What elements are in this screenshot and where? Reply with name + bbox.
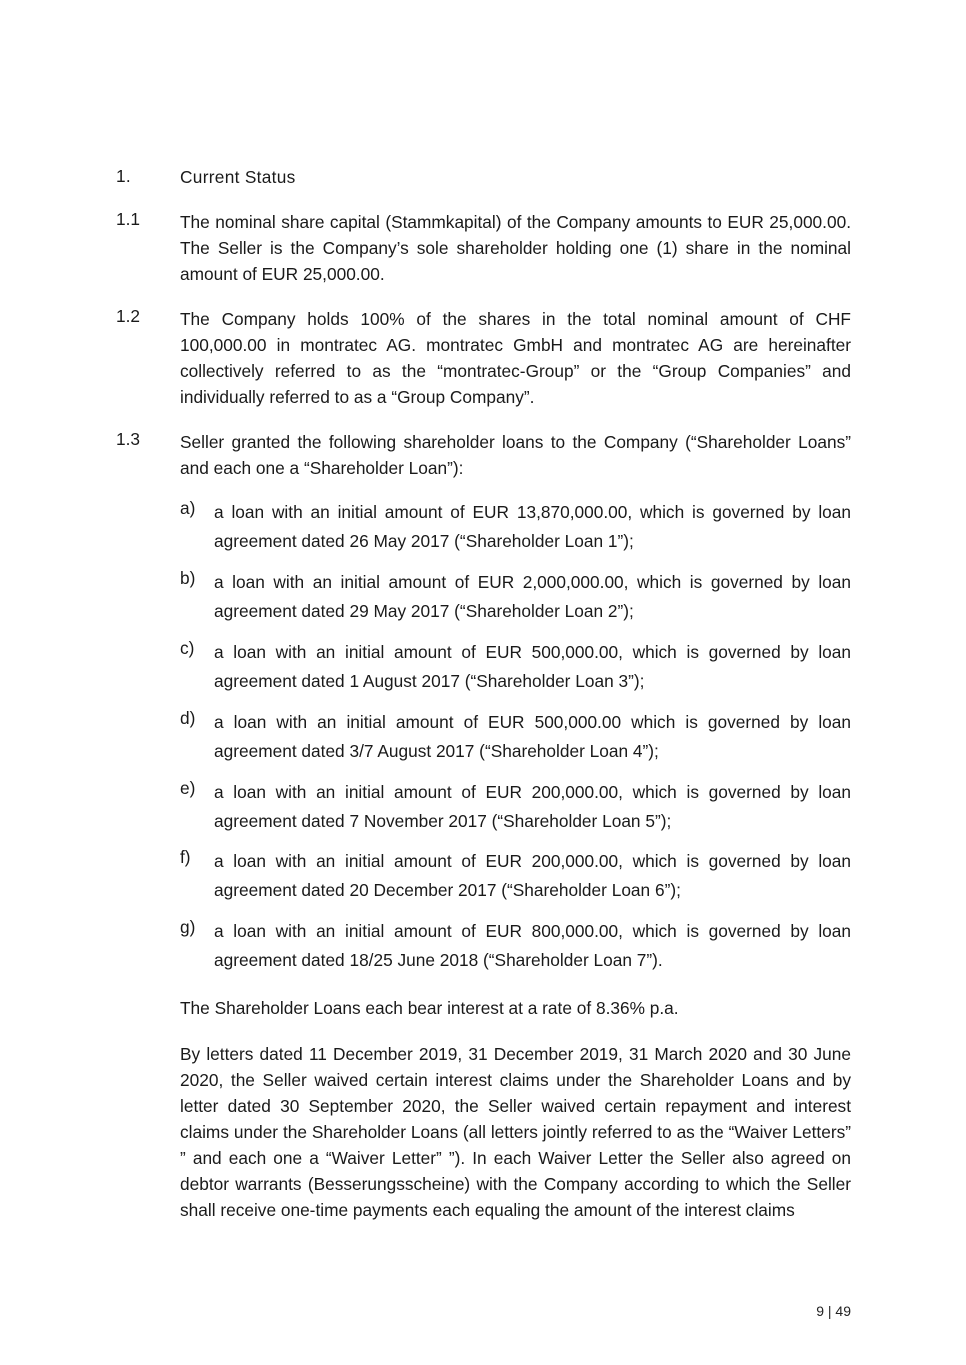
loan-item-e	[180, 778, 851, 836]
list-letter: c)	[180, 638, 195, 658]
waiver-letters-paragraph: By letters dated 11 December 2019, 31 December 2019, 31 March 2020 and 30 June 2020, the Seller waived certain interest claims under the Shareholder Loans and by letter dated 30 September 2020, the Seller waived certain repayment and interest claims under the Shareholder Loans (all letters jointly referred to as the “Waiver Letters” ” and each one a “Waiver Letter” ”). In each Waiver Letter the Seller also agreed on debtor warrants (Besserungsscheine) with the Company according to which the Seller shall receive one-time payments each equaling the amount of the interest claims	[180, 1044, 851, 1220]
list-item-text: a loan with an initial amount of EUR 13,870,000.00, which is governed by loan agreement dated 26 May 2017 (“Shareholder Loan 1”);	[214, 502, 851, 551]
section-heading	[116, 164, 851, 190]
list-item-text: a loan with an initial amount of EUR 2,000,000.00, which is governed by loan agreement dated 29 May 2017 (“Shareholder Loan 2”);	[214, 572, 851, 621]
loan-item-g	[180, 917, 851, 975]
list-letter: f)	[180, 847, 191, 867]
list-letter: g)	[180, 917, 196, 937]
loan-item-a	[180, 498, 851, 556]
section-title: Current Status	[180, 167, 296, 187]
clause-1-3	[116, 429, 851, 481]
loan-item-c	[180, 638, 851, 696]
loan-item-f	[180, 847, 851, 905]
list-letter: d)	[180, 708, 196, 728]
list-item-text: a loan with an initial amount of EUR 200,000.00, which is governed by loan agreement dated 7 November 2017 (“Shareholder Loan 5”);	[214, 782, 851, 831]
list-item-text: a loan with an initial amount of EUR 500,000.00, which is governed by loan agreement dated 1 August 2017 (“Shareholder Loan 3”);	[214, 642, 851, 691]
clause-1-1	[116, 209, 851, 287]
loan-item-b	[180, 568, 851, 626]
list-letter: e)	[180, 778, 196, 798]
clause-number: 1.2	[116, 306, 141, 326]
list-item-text: a loan with an initial amount of EUR 500,000.00 which is governed by loan agreement dated 3/7 August 2017 (“Shareholder Loan 4”);	[214, 712, 851, 761]
section-number: 1.	[116, 166, 132, 186]
interest-rate-paragraph: The Shareholder Loans each bear interest at a rate of 8.36% p.a.	[180, 998, 679, 1018]
clause-number: 1.3	[116, 429, 141, 449]
loan-item-d	[180, 708, 851, 766]
clause-text: Seller granted the following shareholder loans to the Company (“Shareholder Loans” and each one a “Shareholder Loan”):	[180, 432, 851, 478]
clause-1-2	[116, 306, 851, 410]
list-item-text: a loan with an initial amount of EUR 200,000.00, which is governed by loan agreement dated 20 December 2017 (“Shareholder Loan 6”);	[214, 851, 851, 900]
clause-text: The nominal share capital (Stammkapital) of the Company amounts to EUR 25,000.00. The Seller is the Company’s sole shareholder holding one (1) share in the nominal amount of EUR 25,000.00.	[180, 212, 851, 284]
page-number: 9 | 49	[816, 1303, 851, 1319]
list-letter: b)	[180, 568, 196, 588]
list-item-text: a loan with an initial amount of EUR 800,000.00, which is governed by loan agreement dated 18/25 June 2018 (“Shareholder Loan 7”).	[214, 921, 851, 970]
clause-number: 1.1	[116, 209, 141, 229]
clause-text: The Company holds 100% of the shares in the total nominal amount of CHF 100,000.00 in montratec AG. montratec GmbH and montratec AG are hereinafter collectively referred to as the “montratec-Group” or the “Group Companies” and individually referred to as a “Group Company”.	[180, 309, 851, 407]
list-letter: a)	[180, 498, 196, 518]
